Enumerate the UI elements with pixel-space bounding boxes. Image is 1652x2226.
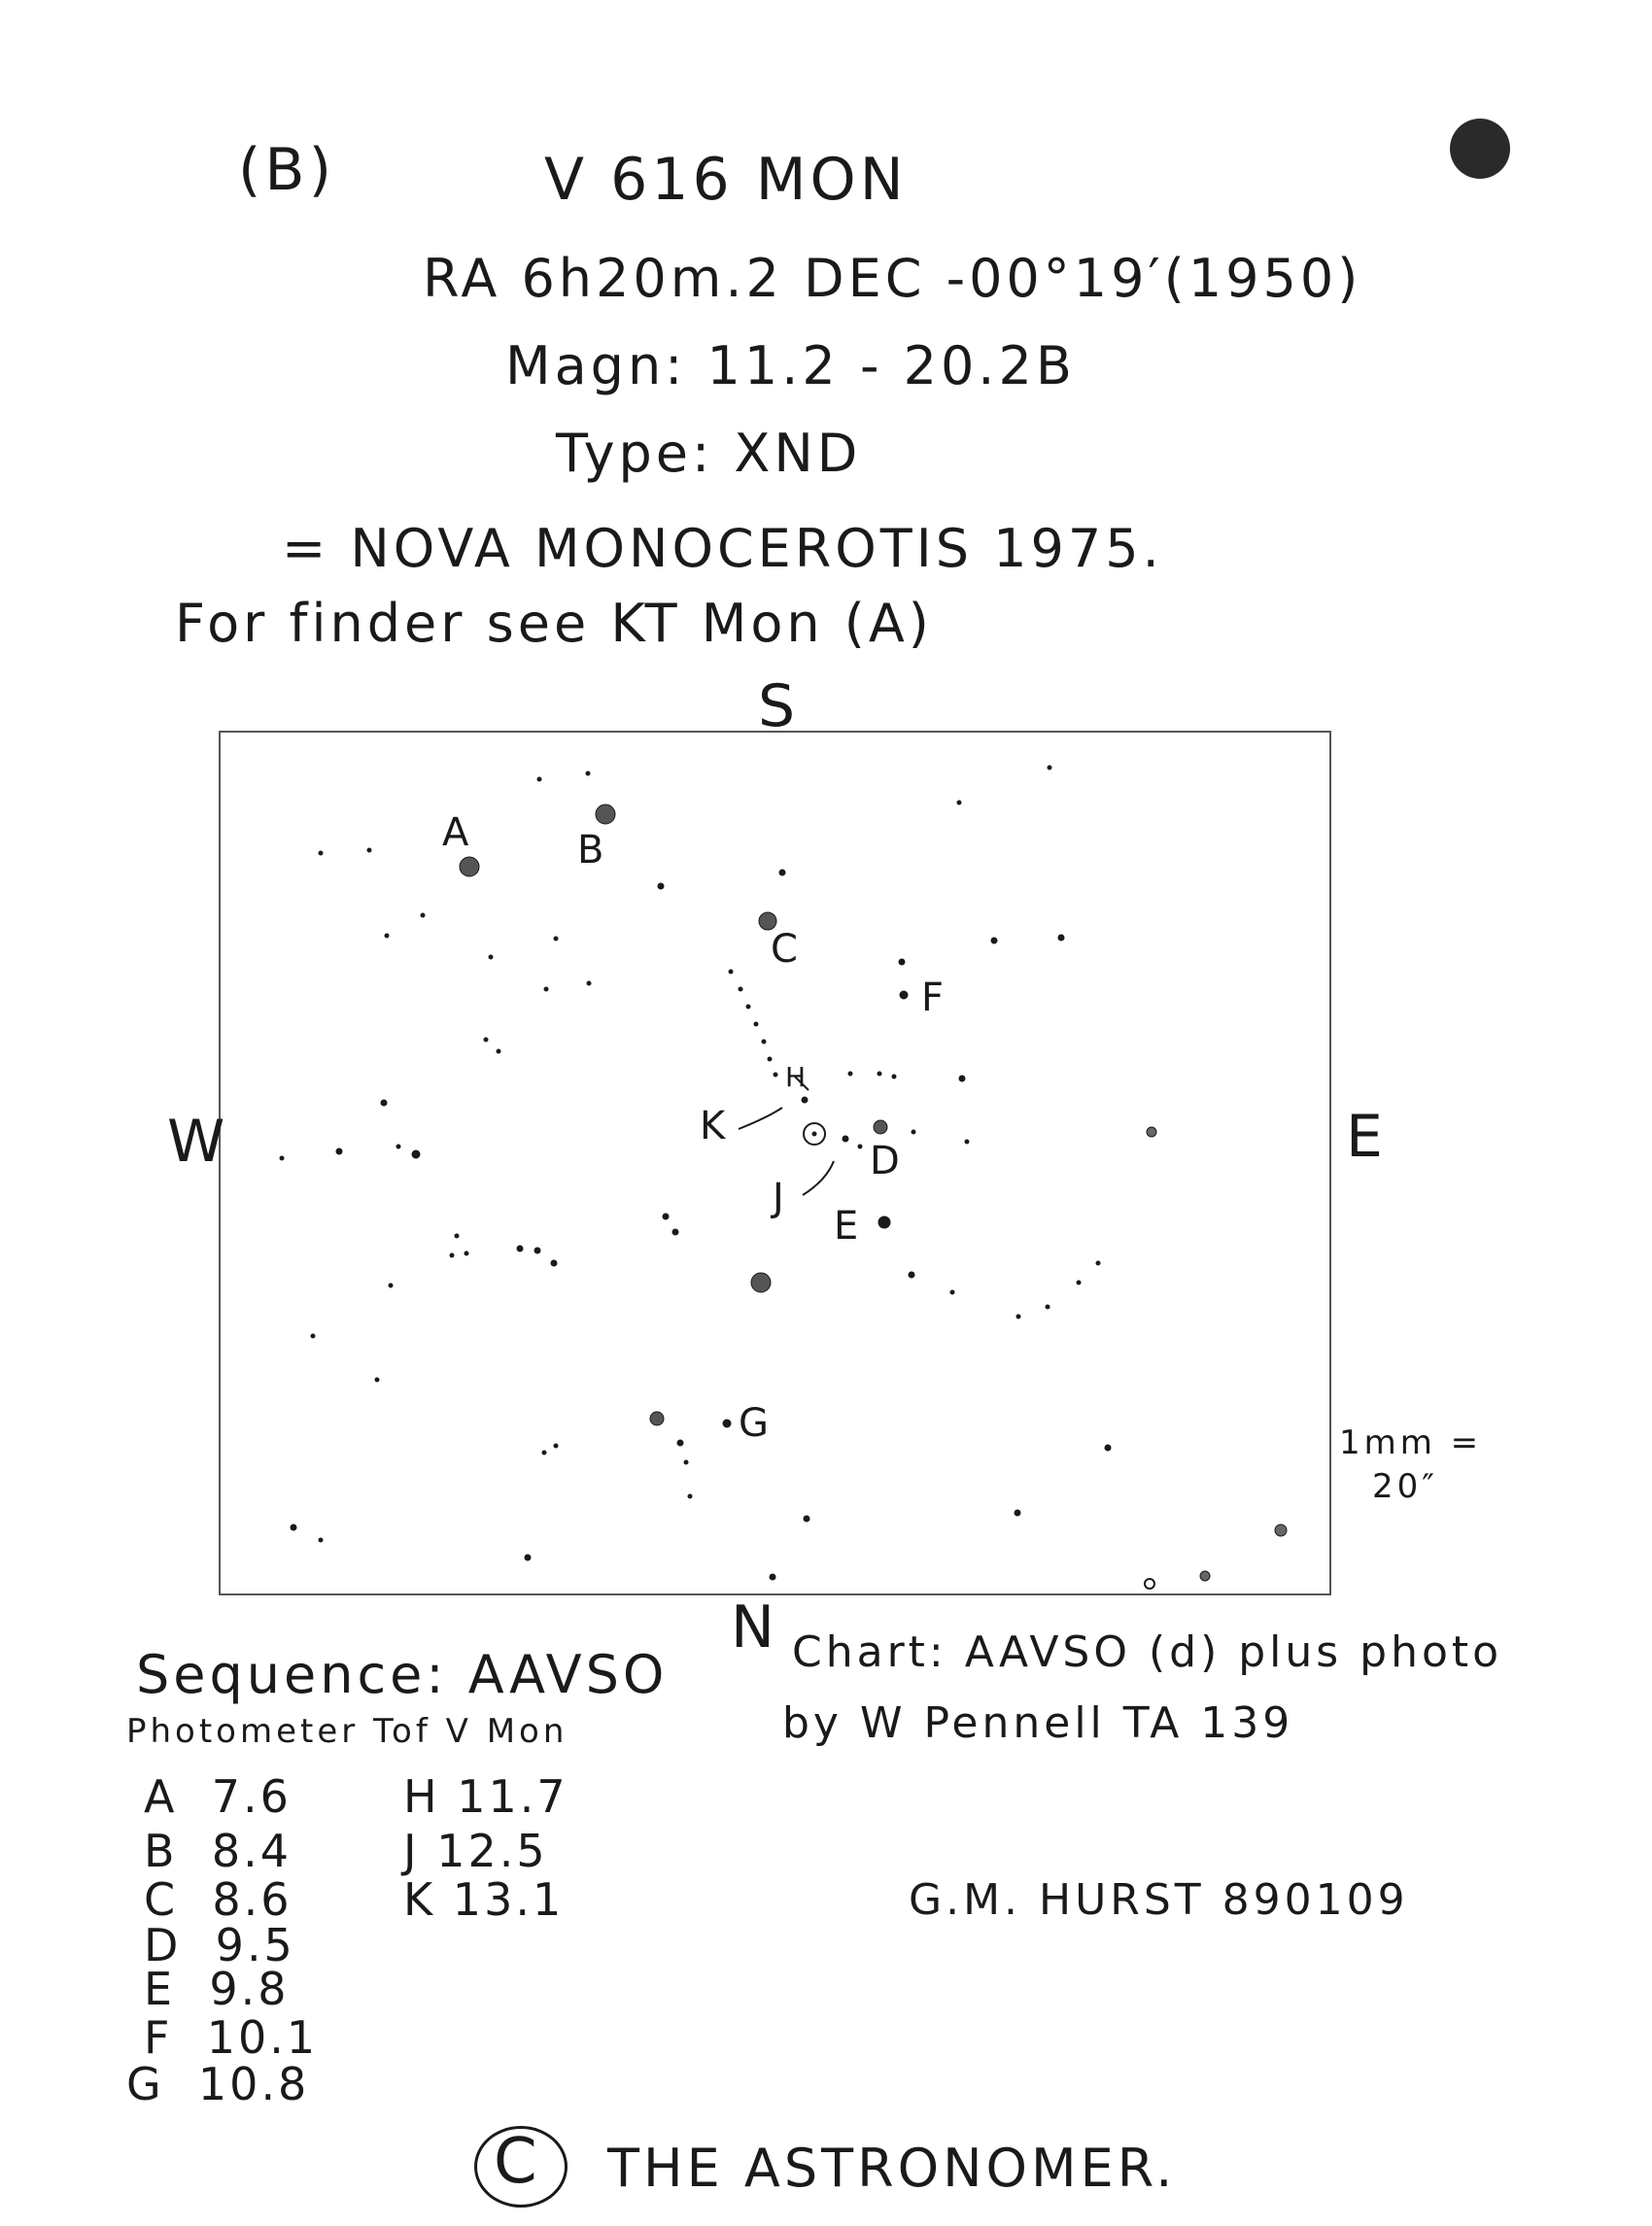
star-a <box>460 857 479 876</box>
faint-star <box>950 1290 954 1294</box>
star-g2 <box>650 1412 664 1425</box>
copyright-holder: THE ASTRONOMER. <box>607 2138 1177 2199</box>
faint-star <box>843 1136 848 1142</box>
sequence-entry <box>144 1770 292 1823</box>
faint-star <box>587 981 591 985</box>
nova-note: = NOVA MONOCEROTIS 1975. <box>282 518 1163 579</box>
coordinates: RA 6h20m.2 DEC -00°19′(1950) <box>423 248 1362 309</box>
faint-star <box>899 959 905 965</box>
faint-star <box>658 883 664 889</box>
faint-star <box>1105 1445 1111 1451</box>
label-g: G <box>739 1401 769 1446</box>
faint-star <box>770 1574 775 1580</box>
star-h <box>802 1097 808 1103</box>
faint-star <box>684 1460 688 1464</box>
faint-star <box>465 1251 468 1255</box>
seq-mag: 10.8 <box>197 2058 310 2110</box>
sequence-entry <box>144 1963 289 2015</box>
seq-star: D <box>144 1919 182 1971</box>
sequence-entry <box>144 1873 293 1926</box>
faint-star <box>909 1272 914 1278</box>
faint-star <box>291 1524 296 1530</box>
seq-mag: 7.6 <box>211 1770 292 1823</box>
sequence-entry <box>403 1770 568 1823</box>
label-h: H <box>785 1061 807 1093</box>
seq-star: K <box>403 1873 436 1926</box>
faint-star <box>762 1040 766 1044</box>
sequence-subtitle: Photometer Tof V Mon <box>126 1712 568 1751</box>
faint-star <box>746 1005 750 1009</box>
sequence-entry <box>126 2058 309 2110</box>
faint-star <box>878 1072 881 1076</box>
faint-star <box>892 1075 896 1079</box>
faint-star <box>319 1538 323 1542</box>
faint-star <box>412 1150 420 1158</box>
faint-star <box>848 1072 852 1076</box>
faint-star <box>396 1145 400 1148</box>
pointer-k <box>739 1108 782 1129</box>
copyright-c-icon: C <box>494 2126 541 2198</box>
seq-star: C <box>144 1873 179 1926</box>
faint-star <box>450 1253 454 1257</box>
variable-center-dot <box>812 1132 816 1136</box>
seq-mag: 8.4 <box>211 1825 292 1877</box>
faint-star <box>484 1038 488 1042</box>
star-name: V 616 MON <box>544 146 908 214</box>
faint-star <box>912 1130 915 1134</box>
star-g <box>723 1420 731 1427</box>
star-se-1 <box>1275 1524 1287 1536</box>
seq-mag: 13.1 <box>452 1873 565 1926</box>
faint-star <box>489 955 493 959</box>
faint-star <box>586 771 590 775</box>
faint-star <box>336 1148 342 1154</box>
signature: G.M. HURST 890109 <box>909 1875 1409 1925</box>
faint-star <box>311 1334 315 1338</box>
label-k: K <box>700 1104 726 1148</box>
faint-star <box>319 851 323 855</box>
seq-star: B <box>144 1825 178 1877</box>
seq-star: E <box>144 1963 176 2015</box>
faint-star <box>768 1057 772 1061</box>
star-e <box>878 1216 890 1228</box>
faint-star <box>517 1246 523 1251</box>
scale-line-2: 20″ <box>1372 1467 1438 1506</box>
star-east <box>1147 1127 1156 1137</box>
faint-star <box>375 1378 379 1382</box>
faint-star <box>754 1022 758 1026</box>
faint-star <box>729 970 733 974</box>
star-se-2 <box>1200 1571 1210 1581</box>
faint-star <box>1016 1315 1020 1318</box>
faint-star <box>1046 1305 1050 1309</box>
star-se-3 <box>1145 1579 1154 1589</box>
faint-star <box>551 1260 557 1266</box>
sequence-entry <box>403 1825 548 1877</box>
faint-star <box>677 1440 683 1446</box>
faint-star <box>542 1451 546 1455</box>
faint-star <box>455 1234 459 1238</box>
direction-south: S <box>758 672 800 740</box>
seq-star: F <box>144 2011 173 2064</box>
seq-mag: 9.5 <box>215 1919 295 1971</box>
label-e: E <box>834 1204 859 1249</box>
star-bright-center <box>751 1273 771 1292</box>
faint-star <box>672 1229 678 1235</box>
chart-label: (B) <box>238 136 335 204</box>
scale-line-1: 1mm = <box>1339 1423 1483 1462</box>
label-d: D <box>870 1139 900 1183</box>
faint-star <box>663 1214 669 1219</box>
seq-star: H <box>403 1770 440 1823</box>
pointer-j <box>803 1161 834 1195</box>
faint-star <box>421 913 425 917</box>
faint-star <box>1015 1510 1020 1516</box>
faint-star <box>544 987 548 991</box>
faint-star <box>1048 766 1051 770</box>
label-j: J <box>773 1176 784 1220</box>
seq-mag: 12.5 <box>436 1825 548 1877</box>
seq-star: J <box>403 1825 420 1877</box>
faint-star <box>385 934 389 938</box>
faint-star <box>959 1076 965 1081</box>
sequence-entry <box>144 1825 292 1877</box>
seq-mag: 10.1 <box>206 2011 319 2064</box>
faint-star <box>537 777 541 781</box>
faint-star <box>779 870 785 875</box>
faint-star <box>774 1073 777 1077</box>
faint-star <box>688 1494 692 1498</box>
faint-star <box>381 1100 387 1106</box>
sequence-entry <box>144 2011 318 2064</box>
label-b: B <box>577 828 604 873</box>
label-c: C <box>771 927 798 972</box>
faint-star <box>1058 935 1064 941</box>
faint-star <box>957 801 961 805</box>
star-d <box>874 1120 887 1134</box>
finder-note: For finder see KT Mon (A) <box>175 593 933 654</box>
faint-star <box>280 1156 284 1160</box>
sequence-title: Sequence: AAVSO <box>136 1644 669 1705</box>
faint-star <box>554 1444 558 1448</box>
faint-star <box>739 987 742 991</box>
label-f: F <box>921 976 945 1020</box>
label-a: A <box>442 810 469 855</box>
faint-star <box>804 1516 809 1522</box>
faint-star <box>525 1555 531 1560</box>
seq-mag: 9.8 <box>209 1963 290 2015</box>
seq-mag: 8.6 <box>212 1873 293 1926</box>
faint-star <box>991 938 997 943</box>
faint-star <box>858 1145 862 1148</box>
magnitude-range: Magn: 11.2 - 20.2B <box>505 335 1076 396</box>
faint-star <box>1077 1281 1081 1284</box>
variable-type: Type: XND <box>556 423 862 484</box>
seq-star: G <box>126 2058 164 2110</box>
star-b <box>596 805 615 824</box>
seq-star: A <box>144 1770 178 1823</box>
chart-credit-line-1: Chart: AAVSO (d) plus photo <box>792 1627 1503 1677</box>
faint-star <box>554 937 558 941</box>
seq-mag: 11.7 <box>457 1770 568 1823</box>
star-f <box>900 991 908 999</box>
faint-star <box>965 1140 969 1144</box>
faint-star <box>367 848 371 852</box>
direction-east: E <box>1346 1103 1387 1171</box>
direction-north: N <box>731 1593 778 1661</box>
faint-star <box>497 1049 500 1053</box>
sequence-entry <box>403 1873 564 1926</box>
direction-west: W <box>167 1108 229 1176</box>
faint-star <box>534 1248 540 1253</box>
faint-star <box>389 1284 393 1287</box>
chart-credit-line-2: by W Pennell TA 139 <box>782 1698 1294 1748</box>
faint-star <box>1096 1261 1100 1265</box>
